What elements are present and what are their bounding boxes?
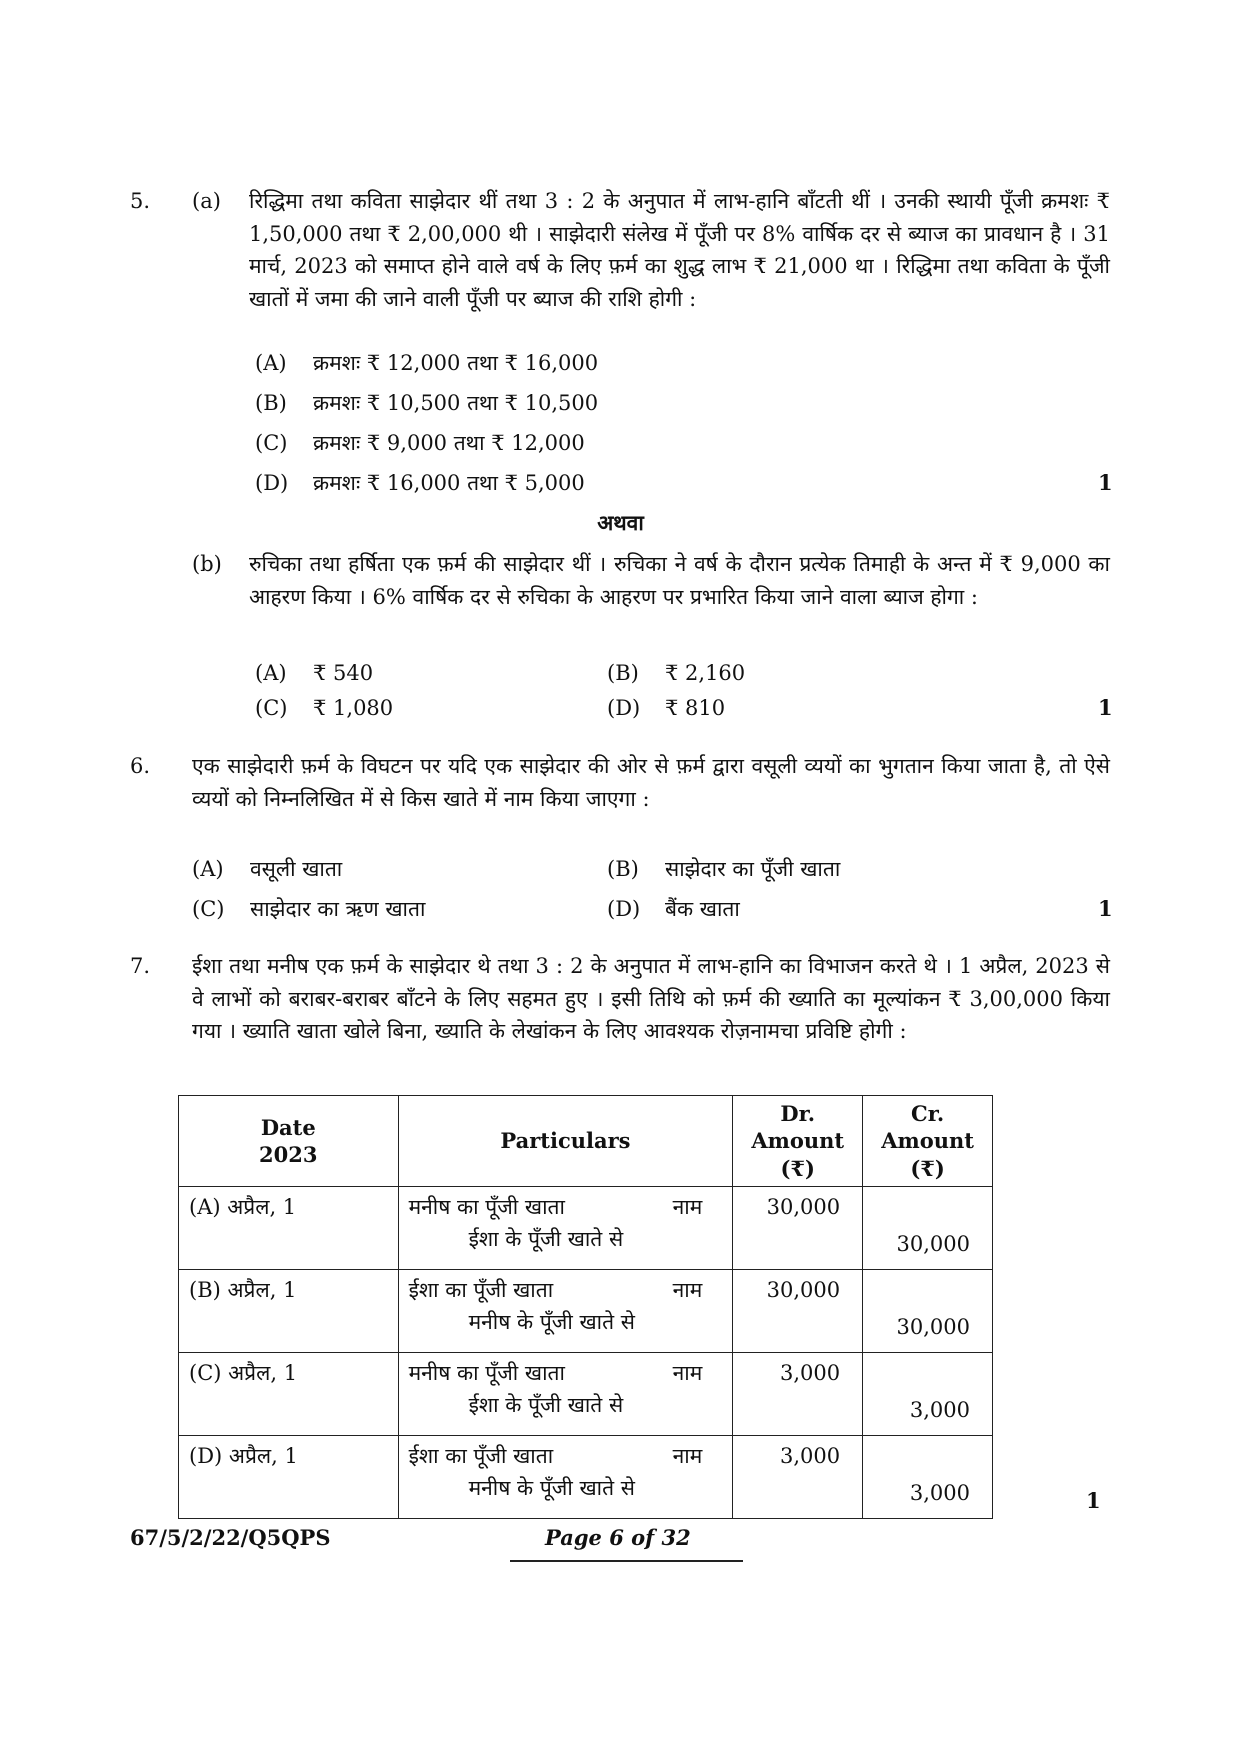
dr-label: नाम [672,1360,703,1385]
table-row [179,1269,993,1352]
marks: 1 [1098,695,1113,720]
option-a: (A) ₹ 540 [255,661,374,685]
question-number: 6. [130,754,151,778]
table-row [179,1435,993,1518]
row-particulars [398,1352,733,1435]
header-dr-amount [733,1096,863,1187]
journal-entry-table [178,1095,993,1519]
sub-label: (b) [192,552,222,576]
question-number: 5. [130,189,151,213]
header-cr-amount [863,1096,993,1187]
header-text: Cr. [910,1101,945,1126]
row-date: (B) अप्रैल, 1 [179,1269,399,1352]
credit-account: ईशा के पूँजी खाते से [468,1393,624,1418]
row-dr-amount: 30,000 [733,1186,863,1269]
row-particulars [398,1186,733,1269]
header-text: Date [260,1114,316,1140]
debit-account: मनीष का पूँजी खाता [408,1360,565,1385]
row-dr-amount: 3,000 [733,1352,863,1435]
or-separator: अथवा [597,510,644,535]
table-row [179,1186,993,1269]
option-b: (B) ₹ 2,160 [607,661,746,685]
marks: 1 [1098,896,1113,921]
option-c: (C) साझेदार का ऋण खाता [192,897,426,921]
footer-divider [510,1560,743,1562]
header-text: (₹) [910,1155,945,1181]
debit-line [409,1357,723,1390]
debit-line [409,1191,723,1224]
header-text: (₹) [780,1155,815,1181]
row-date: (D) अप्रैल, 1 [179,1435,399,1518]
row-particulars [398,1269,733,1352]
question-text: ईशा तथा मनीष एक फ़र्म के साझेदार थे तथा 3 : 2 के अनुपात में लाभ-हानि का विभाजन करते थे । 1 अप्रैल, 2023 से वे लाभों को बराबर-बराबर बाँटने के लिए सहमत हुए । इसी तिथि को फ़र्म की ख्याति का मूल्यांकन ₹ 3,00,000 किया गया । ख्याति खाता खोले बिना, ख्याति के लेखांकन के लिए आवश्यक रोज़नामचा प्रविष्टि होगी : [192,954,1110,1044]
header-text: Amount [751,1128,845,1154]
row-cr-amount: 30,000 [863,1269,993,1352]
dr-label: नाम [672,1194,703,1219]
question-number: 7. [130,954,151,978]
row-dr-amount: 30,000 [733,1269,863,1352]
debit-line [409,1274,723,1307]
option-a: (A) क्रमशः ₹ 12,000 तथा ₹ 16,000 [255,351,599,375]
dr-label: नाम [672,1277,703,1302]
debit-account: ईशा का पूँजी खाता [408,1277,554,1302]
header-particulars: Particulars [398,1096,733,1187]
marks: 1 [1086,1488,1101,1513]
row-cr-amount: 30,000 [863,1186,993,1269]
debit-account: ईशा का पूँजी खाता [408,1443,554,1468]
question-text: एक साझेदारी फ़र्म के विघटन पर यदि एक साझेदार की ओर से फ़र्म द्वारा वसूली व्ययों का भुगतान किया जाता है, तो ऐसे व्ययों को निम्नलिखित में से किस खाते में नाम किया जाएगा : [192,754,1110,811]
credit-account: ईशा के पूँजी खाते से [468,1227,624,1252]
sub-label: (a) [192,189,221,213]
row-dr-amount: 3,000 [733,1435,863,1518]
option-d: (D) क्रमशः ₹ 16,000 तथा ₹ 5,000 [255,471,585,495]
credit-account: मनीष के पूँजी खाते से [468,1310,635,1335]
question-text: रुचिका तथा हर्षिता एक फ़र्म की साझेदार थीं । रुचिका ने वर्ष के दौरान प्रत्येक तिमाही के अन्त में ₹ 9,000 का आहरण किया । 6% वार्षिक दर से रुचिका के आहरण पर प्रभारित किया जाने वाला ब्याज होगा : [249,552,1110,609]
dr-label: नाम [672,1443,703,1468]
option-a: (A) वसूली खाता [192,857,343,881]
option-d: (D) ₹ 810 [607,696,726,720]
option-c: (C) ₹ 1,080 [255,696,394,720]
question-text: रिद्धिमा तथा कविता साझेदार थीं तथा 3 : 2 के अनुपात में लाभ-हानि बाँटती थीं । उनकी स्थायी पूँजी क्रमशः ₹ 1,50,000 तथा ₹ 2,00,000 थी । साझेदारी संलेख में पूँजी पर 8% वार्षिक दर से ब्याज का प्रावधान है । 31 मार्च, 2023 को समाप्त होने वाले वर्ष के लिए फ़र्म का शुद्ध लाभ ₹ 21,000 था । रिद्धिमा तथा कविता के पूँजी खातों में जमा की जाने वाली पूँजी पर ब्याज की राशि होगी : [249,189,1110,311]
marks: 1 [1098,470,1113,495]
header-text: Amount [881,1128,974,1154]
debit-line [409,1440,723,1473]
header-date [179,1096,399,1187]
row-cr-amount: 3,000 [863,1435,993,1518]
credit-account: मनीष के पूँजी खाते से [468,1476,635,1501]
option-c: (C) क्रमशः ₹ 9,000 तथा ₹ 12,000 [255,431,585,455]
table-header-row [179,1096,993,1187]
row-date: (C) अप्रैल, 1 [179,1352,399,1435]
page-number: Page 6 of 32 [545,1525,691,1550]
header-text: 2023 [259,1141,318,1167]
row-date: (A) अप्रैल, 1 [179,1186,399,1269]
table-row [179,1352,993,1435]
option-b: (B) साझेदार का पूँजी खाता [607,857,841,881]
paper-code: 67/5/2/22/Q5QPS [130,1525,331,1550]
header-text: Dr. [780,1101,816,1126]
option-d: (D) बैंक खाता [607,897,740,921]
option-b: (B) क्रमशः ₹ 10,500 तथा ₹ 10,500 [255,391,599,415]
row-cr-amount: 3,000 [863,1352,993,1435]
row-particulars [398,1435,733,1518]
debit-account: मनीष का पूँजी खाता [408,1194,565,1219]
